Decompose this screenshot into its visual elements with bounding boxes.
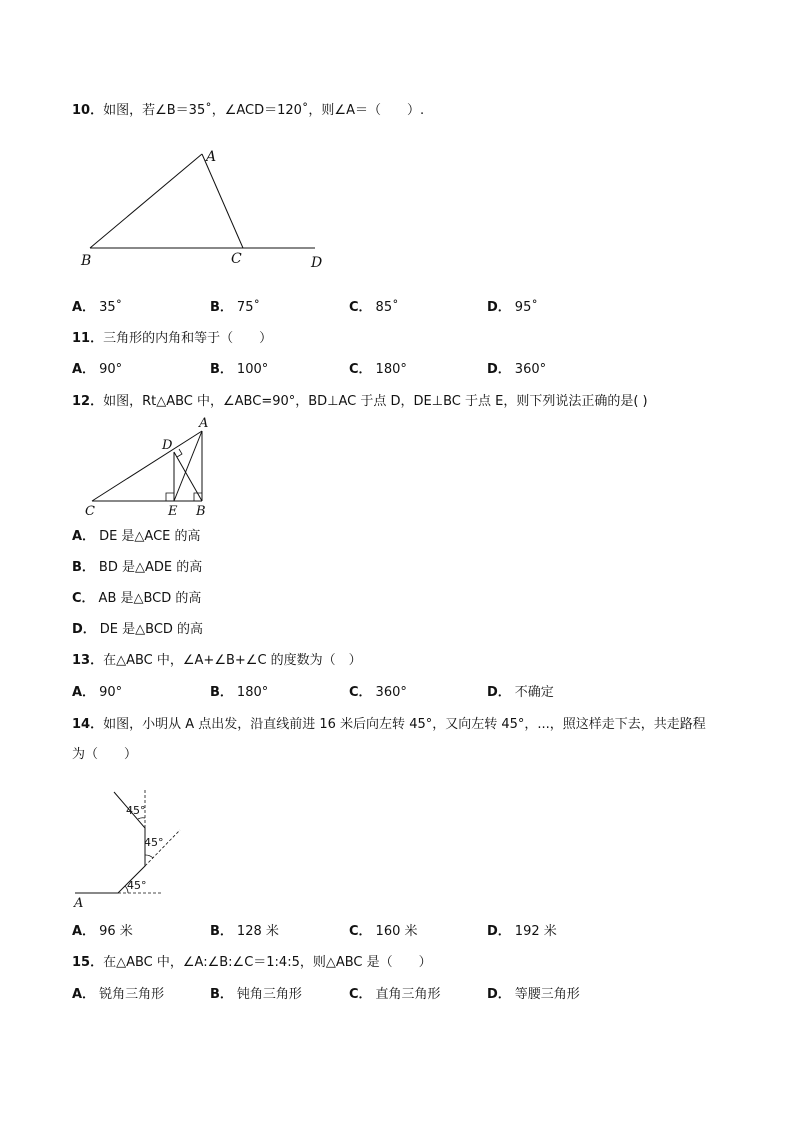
q13-option-d[interactable]: D． 不确定 <box>487 685 554 700</box>
q12-label-C: C <box>85 504 95 519</box>
q12-option-c[interactable]: C． AB 是△BCD 的高 <box>72 591 202 606</box>
q10-option-c[interactable]: C． 85˚ <box>349 300 399 315</box>
q12-number: 12． <box>72 394 104 409</box>
q13-option-b[interactable]: B． 180° <box>210 685 269 700</box>
q15-number: 15． <box>72 955 104 970</box>
q15-option-a[interactable]: A． 锐角三角形 <box>72 987 165 1002</box>
q11-stem: 三角形的内角和等于（ ） <box>103 331 273 346</box>
q11-option-d[interactable]: D． 360° <box>487 362 547 377</box>
q10-option-d[interactable]: D． 95˚ <box>487 300 538 315</box>
q12-option-b[interactable]: B． BD 是△ADE 的高 <box>72 560 203 575</box>
q10-figure <box>75 145 335 275</box>
q12-label-A: A <box>199 416 209 431</box>
q15-stem-line <box>72 954 432 972</box>
q13-number: 13． <box>72 653 104 668</box>
q14-option-d[interactable]: D． 192 米 <box>487 924 557 939</box>
q10-option-a[interactable]: A． 35˚ <box>72 300 123 315</box>
q14-stem-line-2 <box>72 746 137 764</box>
q14-option-c[interactable]: C． 160 米 <box>349 924 418 939</box>
q14-stem-1: 如图，小明从 A 点出发，沿直线前进 16 米后向左转 45°，又向左转 45°，...，照这样走下去，共走路程 <box>103 717 706 732</box>
q12-label-B: B <box>196 504 206 519</box>
q15-option-b[interactable]: B． 钝角三角形 <box>210 987 302 1002</box>
q13-option-c[interactable]: C． 360° <box>349 685 407 700</box>
q14-number: 14． <box>72 717 104 732</box>
q13-stem: 在△ABC 中，∠A+∠B+∠C 的度数为（ ） <box>103 653 362 668</box>
q14-option-b[interactable]: B． 128 米 <box>210 924 279 939</box>
q12-stem: 如图，Rt△ABC 中，∠ABC=90°，BD⊥AC 于点 D，DE⊥BC 于点 E，则下列说法正确的是( ) <box>103 394 648 409</box>
q10-label-A: A <box>206 149 217 165</box>
q11-number: 11． <box>72 331 104 346</box>
q14-stem-line-1 <box>72 716 706 734</box>
q14-angle-label-2: 45° <box>144 836 164 849</box>
q15-option-d[interactable]: D． 等腰三角形 <box>487 987 580 1002</box>
q10-number: 10． <box>72 103 104 118</box>
q14-option-a[interactable]: A． 96 米 <box>72 924 133 939</box>
q10-stem: 如图，若∠B＝35˚，∠ACD＝120˚，则∠A＝（ ）. <box>103 103 425 118</box>
q10-option-b[interactable]: B． 75˚ <box>210 300 260 315</box>
q10-label-D: D <box>311 255 323 271</box>
q15-option-c[interactable]: C． 直角三角形 <box>349 987 441 1002</box>
q11-option-b[interactable]: B． 100° <box>210 362 269 377</box>
q12-label-E: E <box>168 504 178 519</box>
q14-angle-label-1: 45° <box>127 879 147 892</box>
q12-label-D: D <box>162 438 173 453</box>
q14-stem-2: 为（ ） <box>72 747 138 762</box>
q11-option-a[interactable]: A． 90° <box>72 362 123 377</box>
q11-stem-line <box>72 330 272 348</box>
q11-option-c[interactable]: C． 180° <box>349 362 407 377</box>
q10-label-B: B <box>81 253 92 269</box>
q15-stem: 在△ABC 中，∠A:∠B:∠C＝1:4:5，则△ABC 是（ ） <box>103 955 432 970</box>
q13-stem-line <box>72 652 362 670</box>
q10-stem-line <box>72 102 424 120</box>
q13-option-a[interactable]: A． 90° <box>72 685 123 700</box>
q12-option-d[interactable]: D． DE 是△BCD 的高 <box>72 622 204 637</box>
q14-figure <box>70 785 200 910</box>
q12-option-a[interactable]: A． DE 是△ACE 的高 <box>72 529 201 544</box>
q14-angle-label-3: 45° <box>126 804 146 817</box>
q12-stem-line <box>72 393 648 411</box>
q10-label-C: C <box>231 251 242 267</box>
q12-figure <box>80 415 220 525</box>
q14-label-A: A <box>74 896 84 911</box>
